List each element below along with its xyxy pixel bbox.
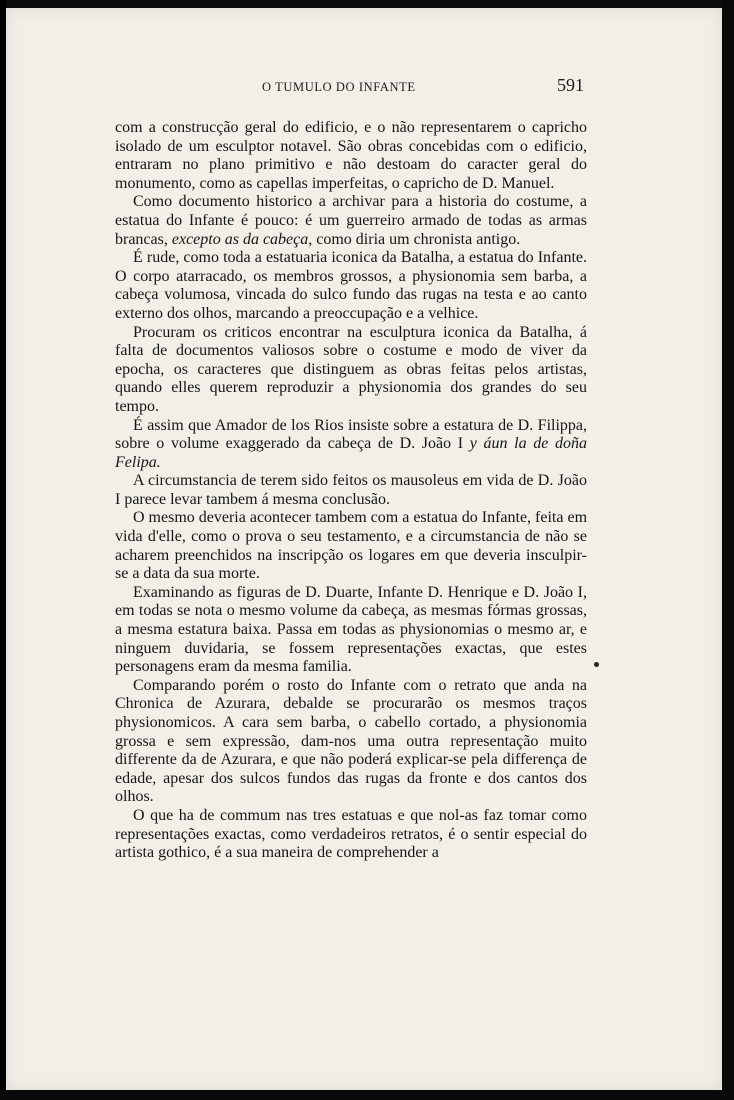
- paragraph: [115, 584, 587, 677]
- italic-text: y áun la de doña Felipa.: [115, 435, 587, 471]
- paragraph: [115, 472, 587, 509]
- paragraph: [115, 677, 587, 807]
- text-run: É rude, como toda a estatuaria iconica da Batalha, a estatua do Infante. O corpo atarracado, os membros grossos, a physionomia sem barba, a cabeça volumosa, vincada do sulco fundo das rugas na testa e ao canto externo dos olhos, marcando a preoccupação e a velhice.: [115, 249, 587, 322]
- paragraph: [115, 249, 587, 323]
- paragraph: [115, 417, 587, 473]
- scan-edge-right: [722, 0, 734, 1100]
- text-run: É assim que Amador de los Rios insiste sobre a estatura de D. Filippa, sobre o volume exaggerado da cabeça de D. João I: [115, 416, 587, 453]
- text-run: como diria um chronista antigo.: [312, 230, 521, 248]
- paragraph: [115, 193, 587, 249]
- text-run: O mesmo deveria acontecer tambem com a estatua do Infante, feita em vida d'elle, como o prova o seu testamento, e a circumstancia de não se acharem preenchidos na inscripção os logares em que deveria insculpir-se a data da sua morte.: [115, 509, 588, 583]
- scan-edge-bottom: [0, 1090, 734, 1100]
- text-run: O que ha de commum nas tres estatuas e que nol-as faz tomar como representações exactas, como verdadeiros retratos, é o sentir especial do artista gothico, é a sua maneira de comprehender a: [115, 806, 587, 862]
- paragraph: [115, 807, 587, 863]
- ink-speck: [594, 662, 599, 667]
- text-run: Comparando porém o rosto do Infante com o retrato que anda na Chronica de Azurara, debalde se procurarão os mesmos traços physionomicos. A cara sem barba, o cabello cortado, a physionomia grossa e sem expressão, dam-nos uma outra representação muito differente da de Azurara, e que não poderá explicar-se pela differença de edade, apesar dos sulcos fundos das rugas da fronte e dos cantos dos olhos.: [115, 676, 587, 806]
- italic-text: excepto as da cabeça,: [171, 230, 313, 248]
- running-title: O TUMULO DO INFANTE: [262, 80, 416, 94]
- text-run: Procuram os criticos encontrar na esculptura iconica da Batalha, á falta de documentos valiosos sobre o costume e modo de viver da epocha, os caracteres que distinguem as obras feitas pelos artistas, quando elles querem reproduzir a physionomia dos grandes do seu tempo.: [115, 323, 587, 415]
- text-run: A circumstancia de terem sido feitos os mausoleus em vida de D. João I parece levar tambem á mesma conclusão.: [115, 472, 587, 508]
- paragraph: [115, 324, 587, 417]
- paragraph: [115, 509, 587, 583]
- scan-edge-left: [0, 0, 6, 1100]
- text-run: Examinando as figuras de D. Duarte, Infante D. Henrique e D. João I, em todas se nota o mesmo volume da cabeça, as mesmas fórmas grossas, a mesma estatura baixa. Passa em todas as physionomias o mesmo ar, e ninguem duvidaria, se fossem representações exactas, que estes personagens eram da mesma familia.: [115, 583, 587, 676]
- text-run: com a construcção geral do edificio, e o não representarem o capricho isolado de um esculptor notavel. São obras concebidas com o edificio, entraram no plano primitivo e não destoam do caracter geral do monumento, como as capellas imperfeitas, o capricho de D. Manuel.: [115, 119, 587, 192]
- page-number: 591: [557, 75, 584, 95]
- paragraph: [115, 119, 587, 193]
- text-run: Como documento historico a archivar para a historia do costume, a estatua do Infante é pouco: é um guerreiro armado de todas as armas brancas,: [115, 193, 587, 248]
- body-text: [115, 119, 587, 863]
